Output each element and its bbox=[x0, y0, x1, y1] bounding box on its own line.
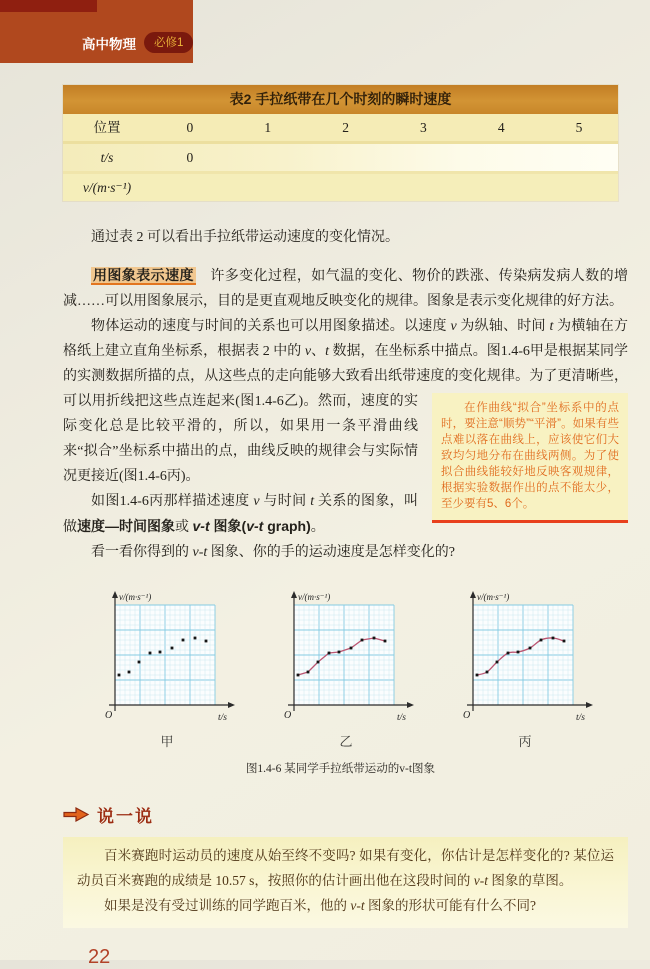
row-label: t/s bbox=[100, 150, 114, 165]
paragraph-plotting-a bbox=[63, 319, 628, 384]
row-label: 位置 bbox=[93, 120, 121, 135]
text-segment: 些，可以用折线把这些点连起来(图1.4-6乙)。然而，速度的实际变化总是比较平滑的，所以，如果用一条平滑曲线来“拟合”坐标系中描出的点，曲线反映的规律会与实际情况更接近(图1.4-6丙)。 bbox=[63, 369, 629, 484]
text-segment: 为纵轴、时间 bbox=[456, 319, 550, 334]
text-segment: 与时间 bbox=[259, 494, 311, 509]
table-cell: 0 bbox=[186, 150, 194, 165]
y-axis-label: v/(m·s⁻¹) bbox=[477, 592, 510, 602]
text-segment: v-t bbox=[192, 518, 210, 534]
data-point bbox=[517, 651, 520, 654]
table-cell: 2 bbox=[342, 120, 349, 135]
panel-label: 甲 bbox=[160, 734, 174, 749]
text-segment: v-t bbox=[246, 518, 264, 534]
origin-label: O bbox=[105, 710, 113, 721]
header-accent-strip bbox=[0, 0, 97, 12]
table-body bbox=[63, 114, 618, 201]
page-content bbox=[63, 85, 628, 969]
data-point bbox=[373, 637, 376, 640]
table-cell bbox=[151, 174, 229, 201]
text-segment: v-t bbox=[350, 898, 365, 913]
data-point bbox=[350, 647, 353, 650]
data-point bbox=[128, 671, 131, 674]
arrow-icon bbox=[63, 806, 90, 823]
chart-svg bbox=[449, 589, 601, 727]
discussion-question-2 bbox=[77, 893, 614, 918]
table-row bbox=[63, 114, 618, 144]
chart-svg bbox=[91, 589, 243, 727]
text-segment: 或 bbox=[175, 520, 193, 535]
data-point bbox=[507, 652, 510, 655]
text-segment: 如果是没有受过训练的同学跑百米，他的 bbox=[104, 898, 351, 913]
data-point bbox=[317, 661, 320, 664]
data-point bbox=[194, 637, 197, 640]
page-number: 22 bbox=[88, 946, 111, 968]
body-text bbox=[63, 225, 628, 565]
table-row bbox=[63, 174, 618, 201]
x-axis-label: t/s bbox=[576, 713, 585, 723]
chart-panel-丙 bbox=[449, 589, 601, 750]
table-cell bbox=[384, 144, 462, 171]
figure-charts bbox=[91, 589, 601, 750]
text-segment: 图象的草图。 bbox=[488, 873, 573, 888]
text-segment: v bbox=[253, 494, 260, 509]
data-point bbox=[486, 671, 489, 674]
data-point bbox=[361, 639, 364, 642]
chart-panel-乙 bbox=[270, 589, 422, 750]
table-cell bbox=[462, 174, 540, 201]
table-cell: 5 bbox=[575, 120, 583, 135]
x-axis-label: t/s bbox=[218, 713, 227, 723]
text-segment: 图象的形状可能有什么不同? bbox=[364, 898, 536, 913]
paragraph-intro: 通过表 2 可以看出手拉纸带运动速度的变化情况。 bbox=[91, 230, 399, 245]
text-segment: v-t bbox=[473, 873, 489, 888]
row-label: v/(m·s⁻¹) bbox=[82, 180, 132, 195]
data-point bbox=[529, 647, 532, 650]
data-point bbox=[138, 661, 141, 664]
text-segment: v bbox=[304, 344, 312, 359]
paragraph-graph-keyword bbox=[63, 263, 628, 314]
table-cell bbox=[229, 174, 307, 201]
data-point bbox=[384, 640, 387, 643]
data-point bbox=[297, 674, 300, 677]
x-axis-label: t/s bbox=[397, 713, 406, 723]
text-segment: t bbox=[325, 344, 329, 359]
table-cell bbox=[307, 144, 385, 171]
table-cell: 3 bbox=[420, 120, 427, 135]
module-badge: 必修1 bbox=[144, 32, 193, 53]
discussion-question-1 bbox=[77, 843, 614, 893]
data-point bbox=[496, 661, 499, 664]
data-point bbox=[328, 652, 331, 655]
table-title: 表2 手拉纸带在几个时刻的瞬时速度 bbox=[63, 85, 618, 114]
text-segment: graph) bbox=[263, 518, 311, 534]
origin-label: O bbox=[284, 710, 292, 721]
chart-panel-甲 bbox=[91, 589, 243, 750]
text-segment: 如图1.4-6丙那样描述速度 bbox=[91, 494, 254, 509]
discussion-title: 说一说 bbox=[97, 807, 154, 826]
text-segment: 速度—时间图象 bbox=[77, 518, 175, 534]
text-segment: 。 bbox=[310, 520, 325, 535]
origin-label: O bbox=[463, 710, 471, 721]
text-segment: 用图象表示速度 bbox=[93, 267, 194, 283]
text-segment: 图象、你的手的运动速度是怎样变化的? bbox=[207, 545, 455, 560]
text-segment: v-t bbox=[192, 545, 208, 560]
table-cell: 1 bbox=[264, 120, 272, 135]
text-segment: 数据，在坐标系中描点。图1.4-6甲是根据某同学的实测数据所描的点，从这些点的走向能够大致看出纸带速度的变化规律。为了更清晰 bbox=[63, 344, 629, 384]
panel-label: 丙 bbox=[518, 734, 532, 749]
text-segment: 关系的图象，叫做 bbox=[63, 494, 419, 535]
course-title: 高中物理 bbox=[82, 36, 136, 52]
text-segment: 百米赛跑时运动员的速度从始至终不变吗? 如果有变化，你估计是怎样变化的? 某位运动员百米赛跑的成绩是 10.57 s，按照你的估计画出他在这段时间的 bbox=[77, 848, 614, 888]
data-point bbox=[338, 651, 341, 654]
text-segment: v bbox=[450, 319, 457, 334]
panel-label: 乙 bbox=[339, 734, 353, 749]
table-row bbox=[63, 144, 618, 174]
data-point bbox=[149, 652, 152, 655]
data-point bbox=[540, 639, 543, 642]
text-segment: 为横轴在方格纸上建立直角坐标系，根据表 2 中的 bbox=[63, 319, 629, 359]
speed-table bbox=[63, 85, 618, 201]
table-cell: 4 bbox=[497, 120, 505, 135]
text-segment: t bbox=[310, 494, 315, 509]
y-axis-label: v/(m·s⁻¹) bbox=[119, 592, 152, 602]
table-cell bbox=[540, 174, 618, 201]
data-point bbox=[182, 639, 185, 642]
text-segment: 看一看你得到的 bbox=[91, 545, 193, 560]
table-cell bbox=[384, 174, 462, 201]
data-point bbox=[159, 651, 162, 654]
text-segment: 图象( bbox=[209, 518, 247, 534]
data-point bbox=[552, 637, 555, 640]
table-cell bbox=[229, 144, 307, 171]
y-axis-label: v/(m·s⁻¹) bbox=[298, 592, 331, 602]
table-cell bbox=[462, 144, 540, 171]
chapter-header-banner bbox=[0, 0, 193, 63]
data-point bbox=[205, 640, 208, 643]
table-cell bbox=[540, 144, 618, 171]
sidebar-note: 在作曲线“拟合”坐标系中的点时，要注意“顺势”“平滑”。如果有些点难以落在曲线上，应该使它们大致均匀地分布在曲线两侧。为了使拟合曲线能较好地反映客观规律，根据实验数据作出的点不能太少，至少要有5、6个。 bbox=[432, 393, 628, 523]
chart-svg bbox=[270, 589, 422, 727]
text-segment: 许多变化过程，如气温的变化、物价的跌涨、传染病发病人数的增减……可以用图象展示，目的是更直观地反映变化的规律。图象是表示变化规律的好方法。 bbox=[63, 269, 629, 309]
data-point bbox=[563, 640, 566, 643]
table-cell bbox=[307, 174, 385, 201]
data-point bbox=[307, 671, 310, 674]
figure-caption: 图1.4-6 某同学手拉纸带运动的v-t图象 bbox=[245, 763, 436, 775]
text-segment: 、 bbox=[311, 344, 326, 359]
discussion-panel bbox=[63, 837, 628, 928]
data-point bbox=[476, 674, 479, 677]
discussion-header bbox=[63, 802, 628, 827]
table-cell: 0 bbox=[186, 120, 194, 135]
paragraph-question bbox=[63, 540, 628, 565]
data-point bbox=[118, 674, 121, 677]
data-point bbox=[171, 647, 174, 650]
text-segment: t bbox=[549, 319, 554, 334]
text-segment: 物体运动的速度与时间的关系也可以用图象描述。以速度 bbox=[91, 319, 451, 334]
